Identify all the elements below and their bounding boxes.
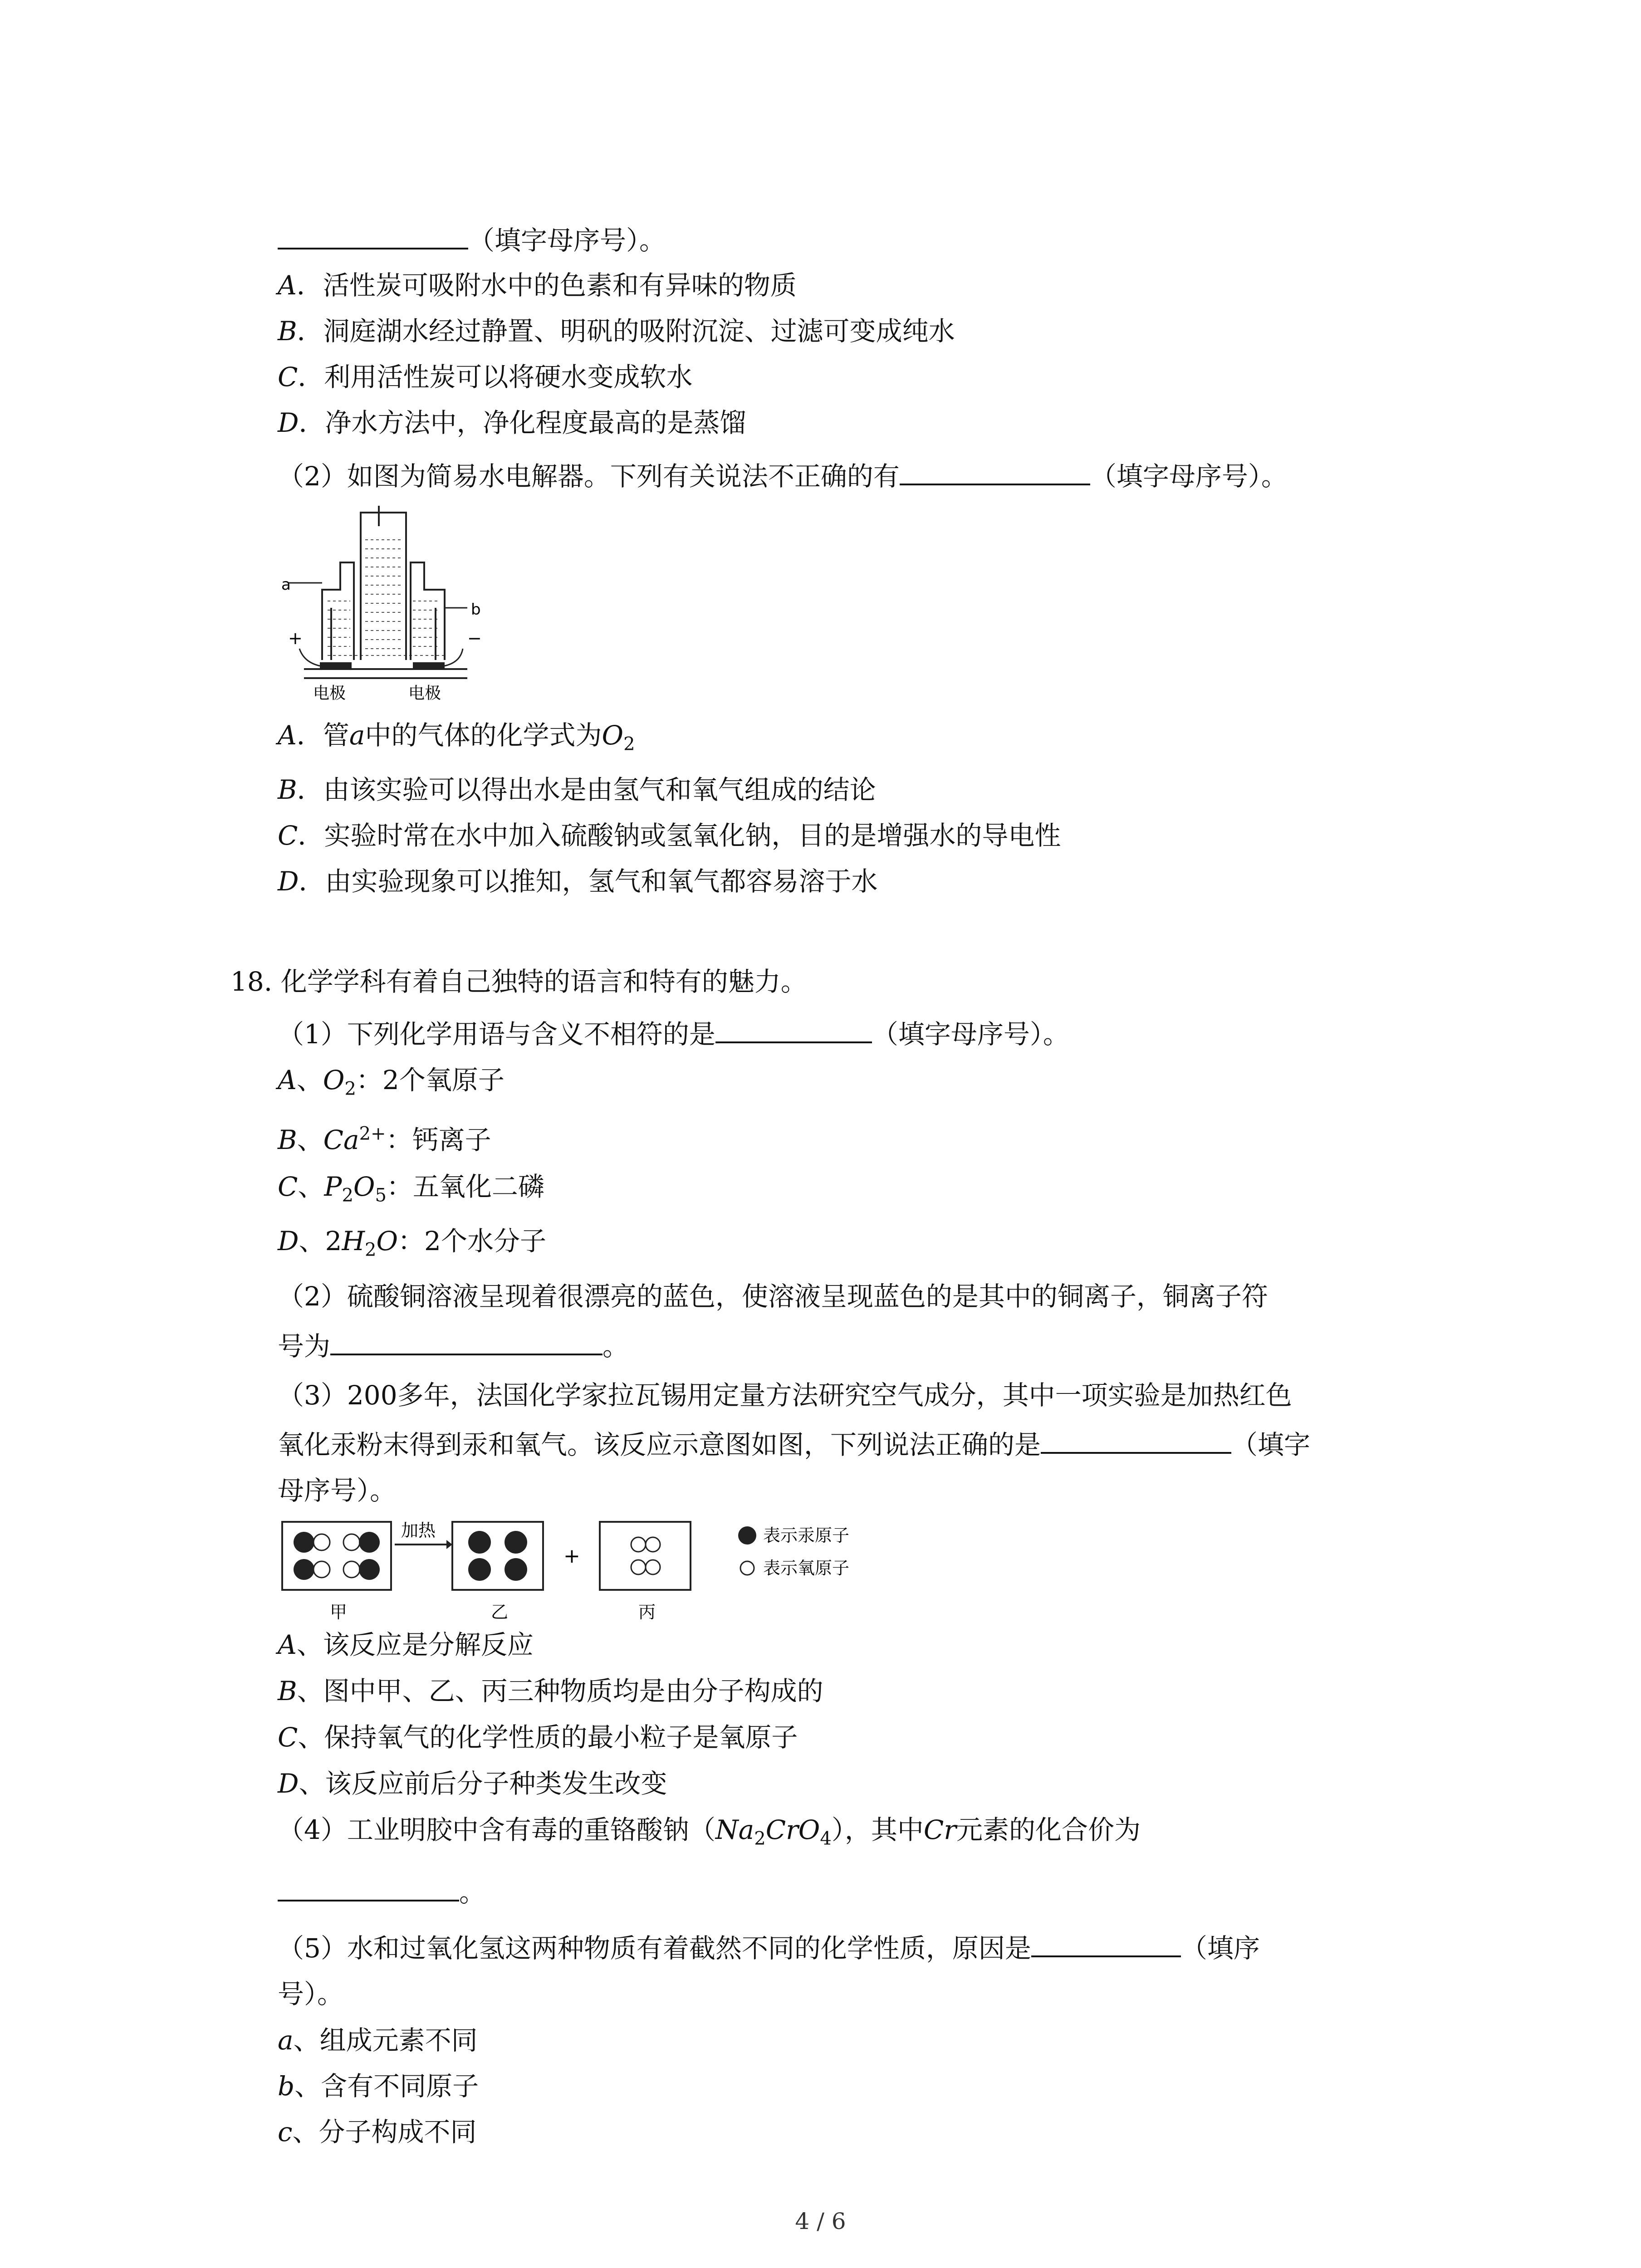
legend-o-label: 表示氧原子 bbox=[763, 1558, 850, 1578]
answer-blank[interactable] bbox=[1041, 1427, 1231, 1454]
box-yi bbox=[452, 1522, 543, 1590]
q18-sub5-option-b: b、含有不同原子 bbox=[278, 2071, 479, 2102]
q18-sub3-line2: 氧化汞粉末得到汞和氧气。该反应示意图如图，下列说法正确的是 （填字 bbox=[278, 1427, 1310, 1461]
left-electrode bbox=[320, 662, 352, 669]
answer-blank[interactable] bbox=[715, 1016, 872, 1043]
electrode-label-right: 电极 bbox=[408, 684, 441, 703]
q18-sub3-option-a: A、该反应是分解反应 bbox=[278, 1629, 534, 1660]
q18-sub3-line1: （3）200多年，法国化学家拉瓦锡用定量方法研究空气成分，其中一项实验是加热红色 bbox=[278, 1380, 1292, 1411]
box-bing bbox=[600, 1522, 691, 1590]
apparatus-outline bbox=[304, 506, 467, 678]
q18-sub3-option-d: D、该反应前后分子种类发生改变 bbox=[278, 1768, 667, 1799]
q18-sub3-option-b: B、图中甲、乙、丙三种物质均是由分子构成的 bbox=[278, 1676, 823, 1706]
answer-blank[interactable] bbox=[900, 458, 1090, 485]
plus-sign: + bbox=[563, 1545, 580, 1568]
q17-option-d: D．净水方法中，净化程度最高的是蒸馏 bbox=[278, 407, 746, 438]
q17-sub2-option-d: D．由实验现象可以推知，氢气和氧气都容易溶于水 bbox=[278, 866, 878, 897]
q17-sub1-answer-line: （填字母序号）。 bbox=[278, 222, 666, 257]
answer-blank[interactable] bbox=[330, 1328, 603, 1355]
q18-sub1-option-c: C、$P_2O_5$：五氧化二磷 bbox=[278, 1171, 544, 1206]
minus-sign: − bbox=[467, 628, 482, 648]
q17-option-a: A．活性炭可吸附水中的色素和有异味的物质 bbox=[278, 270, 797, 301]
water-fill bbox=[325, 540, 445, 658]
label-b: b bbox=[471, 601, 481, 619]
hg-atoms bbox=[468, 1531, 527, 1581]
left-wire bbox=[299, 649, 320, 666]
q17-option-b: B．洞庭湖水经过静置、明矾的吸附沉淀、过滤可变成纯水 bbox=[278, 316, 955, 347]
q17-option-c: C．利用活性炭可以将硬水变成软水 bbox=[278, 362, 693, 392]
q17-sub2-option-b: B．由该实验可以得出水是由氢气和氧气组成的结论 bbox=[278, 774, 876, 805]
answer-blank[interactable] bbox=[278, 222, 468, 249]
q18-sub2-line2: 号为 。 bbox=[278, 1328, 629, 1363]
water-electrolyzer-figure bbox=[277, 499, 499, 703]
answer-blank[interactable] bbox=[1031, 1930, 1181, 1957]
electrode-label-left: 电极 bbox=[313, 684, 346, 703]
box-jia bbox=[282, 1522, 391, 1590]
q18-sub4-stem: （4）工业明胶中含有毒的重铬酸钠$(Na_2CrO_4)$，其中Cr元素的化合价为 bbox=[278, 1814, 1141, 1849]
hgo-molecules bbox=[294, 1532, 380, 1580]
q18-sub1-option-b: B、$Ca^{2+}$：钙离子 bbox=[278, 1123, 491, 1155]
label-yi: 乙 bbox=[491, 1602, 509, 1622]
q18-sub1-stem: （1）下列化学用语与含义不相符的是 （填字母序号）。 bbox=[278, 1016, 1069, 1051]
q17-sub2-option-a: A．管a中的气体的化学式为$O_2$ bbox=[278, 720, 635, 755]
answer-blank[interactable] bbox=[278, 1874, 459, 1901]
right-wire bbox=[445, 649, 463, 666]
label-bing: 丙 bbox=[638, 1602, 656, 1622]
q17-sub2-option-c: C．实验时常在水中加入硫酸钠或氢氧化钠，目的是增强水的导电性 bbox=[278, 820, 1061, 851]
plus-sign: + bbox=[288, 628, 303, 648]
q18-sub1-option-a: A、$O_2$：2个氧原子 bbox=[278, 1065, 505, 1100]
page-number: 4 / 6 bbox=[795, 2208, 846, 2234]
o2-molecules bbox=[631, 1537, 660, 1574]
q18-sub3-option-c: C、保持氧气的化学性质的最小粒子是氧原子 bbox=[278, 1722, 798, 1753]
q18-sub4-answer-line: 。 bbox=[278, 1874, 485, 1909]
q18-sub5-stem: （5）水和过氧化氢这两种物质有着截然不同的化学性质，原因是 （填序 bbox=[278, 1930, 1260, 1965]
q18-sub1-option-d: D、$2H_2O$：2个水分子 bbox=[278, 1226, 546, 1261]
q18-sub3-line3: 母序号）。 bbox=[278, 1475, 397, 1506]
q18-sub5-option-c: c、分子构成不同 bbox=[278, 2116, 477, 2147]
legend-hg-label: 表示汞原子 bbox=[763, 1525, 850, 1545]
legend-hg-icon bbox=[738, 1526, 756, 1545]
label-jia: 甲 bbox=[330, 1602, 348, 1622]
reaction-diagram bbox=[278, 1513, 922, 1631]
label-a: a bbox=[281, 576, 291, 594]
q18-stem: 18. 化学学科有着自己独特的语言和特有的魅力。 bbox=[230, 966, 807, 997]
q18-sub2-line1: （2）硫酸铜溶液呈现着很漂亮的蓝色，使溶液呈现蓝色的是其中的铜离子，铜离子符 bbox=[278, 1281, 1268, 1312]
legend-o-icon bbox=[740, 1561, 754, 1575]
arrow-label: 加热 bbox=[401, 1520, 436, 1540]
q18-sub5-option-a: a、组成元素不同 bbox=[278, 2025, 478, 2056]
q17-sub2-stem: （2）如图为简易水电解器。下列有关说法不正确的有 （填字母序号）。 bbox=[278, 458, 1288, 493]
q18-sub5-line2: 号）。 bbox=[278, 1979, 344, 2009]
right-electrode bbox=[413, 662, 445, 669]
